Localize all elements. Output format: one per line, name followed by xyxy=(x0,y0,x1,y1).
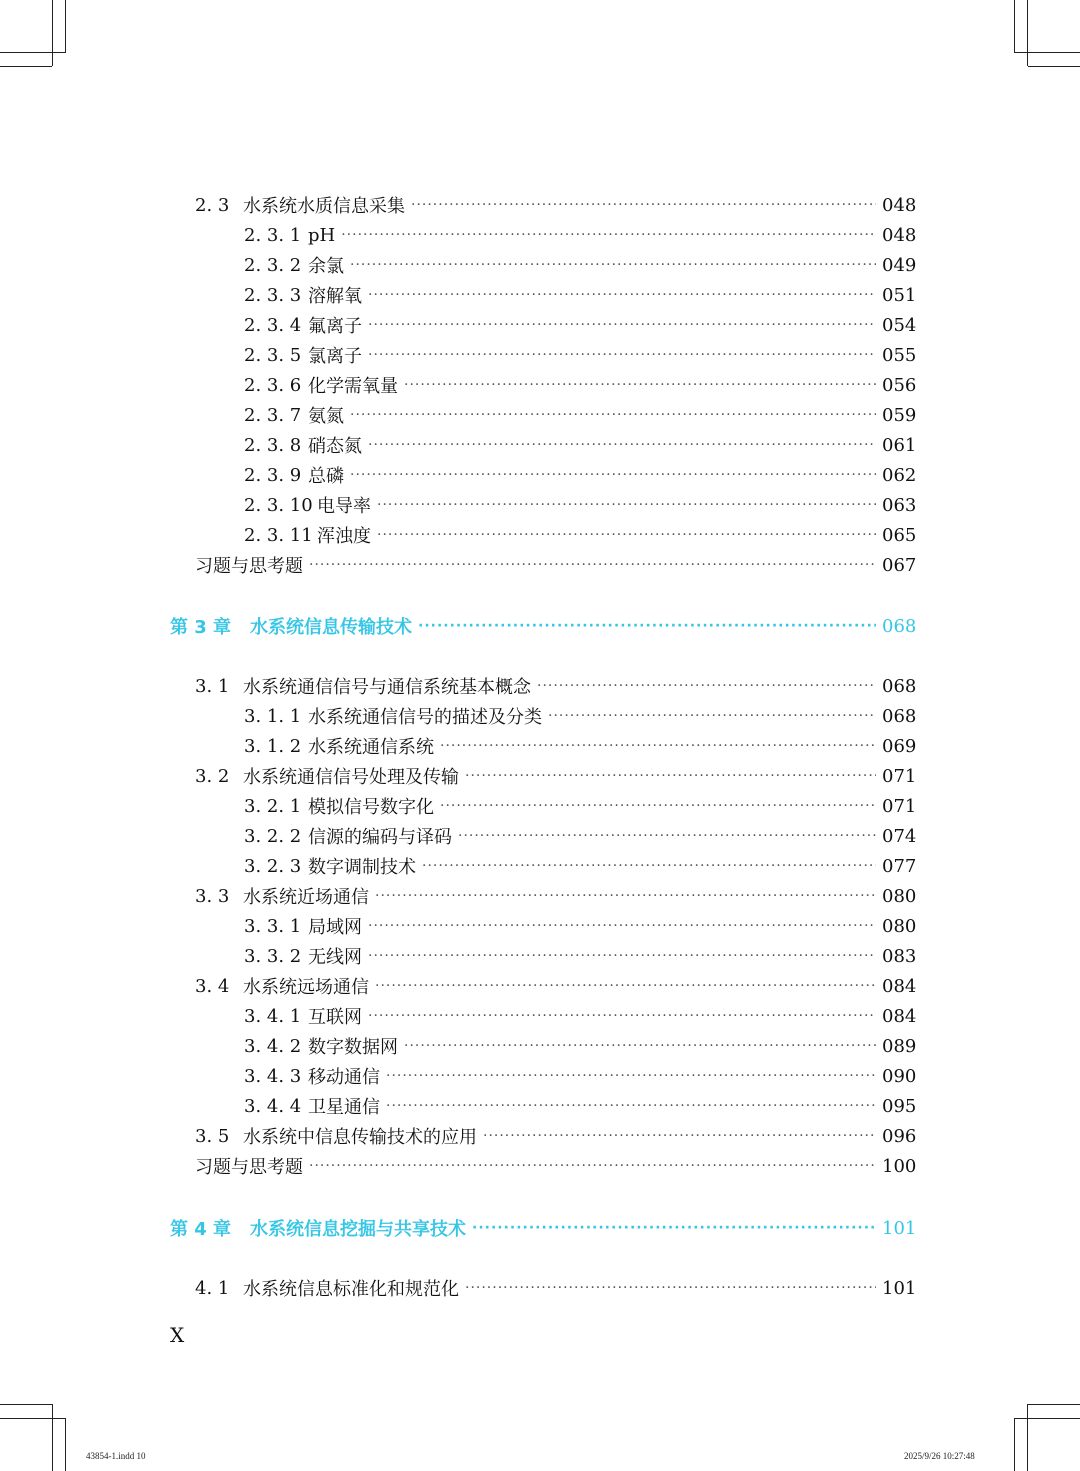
toc-leader-dots xyxy=(440,738,876,754)
toc-leader-dots xyxy=(350,467,876,483)
toc-number: 2. 3 xyxy=(195,194,230,216)
toc-leader-dots xyxy=(368,287,876,303)
toc-subsection-row xyxy=(244,1031,916,1061)
toc-chapter-row xyxy=(170,611,916,641)
toc-title: 水系统远场通信 xyxy=(243,977,369,998)
toc-leader-dots xyxy=(375,978,876,994)
toc-title: 习题与思考题 xyxy=(195,556,303,577)
toc-page-number: 051 xyxy=(882,284,917,306)
toc-page-number: 054 xyxy=(882,314,917,336)
toc-leader-dots xyxy=(483,1128,876,1144)
toc-chapter-row xyxy=(170,1213,916,1243)
toc-section-row xyxy=(195,671,916,701)
toc-page-number: 061 xyxy=(882,434,917,456)
toc-number: 3. 1 xyxy=(195,675,230,697)
toc-leader-dots xyxy=(411,197,876,213)
toc-title: 氟离子 xyxy=(308,316,362,337)
toc-page-number: 090 xyxy=(882,1065,917,1087)
toc-leader-dots xyxy=(386,1098,876,1114)
toc-title: 水系统信息挖掘与共享技术 xyxy=(250,1219,466,1240)
toc-leader-dots xyxy=(548,708,876,724)
toc-title: 水系统信息传输技术 xyxy=(250,617,412,638)
toc-number: 2. 3. 7 xyxy=(244,404,302,426)
toc-title: 硝态氮 xyxy=(308,436,362,457)
toc-title: 水系统信息标准化和规范化 xyxy=(243,1279,459,1300)
toc-leader-dots xyxy=(377,527,876,543)
toc-leader-dots xyxy=(368,347,876,363)
toc-section-row xyxy=(195,1273,916,1303)
toc-page-number: 048 xyxy=(882,224,917,246)
toc-leader-dots xyxy=(350,407,876,423)
toc-section-row xyxy=(195,881,916,911)
toc-subsection-row xyxy=(244,400,916,430)
toc-number: 3. 4. 3 xyxy=(244,1065,302,1087)
toc-leader-dots xyxy=(465,1280,876,1296)
toc-page-number: 071 xyxy=(882,765,917,787)
toc-number: 3. 4. 4 xyxy=(244,1095,302,1117)
toc-page-number: 062 xyxy=(882,464,917,486)
toc-leader-dots xyxy=(368,1008,876,1024)
toc-title: 数字数据网 xyxy=(308,1037,398,1058)
toc-number: 2. 3. 10 xyxy=(244,494,313,516)
toc-leader-dots xyxy=(404,1038,876,1054)
toc-number: 2. 3. 5 xyxy=(244,344,302,366)
toc-page-number: 074 xyxy=(882,825,917,847)
toc-page-number: 056 xyxy=(882,374,917,396)
slug-file-info: 43854-1.indd 10 xyxy=(86,1451,146,1461)
toc-title: 水系统通信信号的描述及分类 xyxy=(308,707,542,728)
toc-page-number: 071 xyxy=(882,795,917,817)
toc-page-number: 101 xyxy=(882,1217,917,1239)
toc-page-number: 065 xyxy=(882,524,917,546)
toc-title: 无线网 xyxy=(308,947,362,968)
toc-page-number: 069 xyxy=(882,735,917,757)
toc-page-number: 059 xyxy=(882,404,917,426)
toc-number: 3. 2. 3 xyxy=(244,855,302,877)
toc-leader-dots xyxy=(368,948,876,964)
toc-page-number: 083 xyxy=(882,945,917,967)
toc-leader-dots xyxy=(375,888,876,904)
slug-date-info: 2025/9/26 10:27:48 xyxy=(904,1451,975,1461)
toc-title: 移动通信 xyxy=(308,1067,380,1088)
toc-subsection-row xyxy=(244,220,916,250)
toc-title: 水系统通信信号处理及传输 xyxy=(243,767,459,788)
toc-title: 氨氮 xyxy=(308,406,344,427)
toc-title: 水系统中信息传输技术的应用 xyxy=(243,1127,477,1148)
toc-page-number: 055 xyxy=(882,344,917,366)
toc-page-number: 080 xyxy=(882,915,917,937)
toc-number: 3. 2. 2 xyxy=(244,825,302,847)
toc-leader-dots xyxy=(404,377,876,393)
toc-page-number: 096 xyxy=(882,1125,917,1147)
toc-title: 余氯 xyxy=(308,256,344,277)
toc-subsection-row xyxy=(244,731,916,761)
toc-number: 2. 3. 6 xyxy=(244,374,302,396)
toc-number: 2. 3. 11 xyxy=(244,524,313,546)
page-folio: X xyxy=(170,1323,185,1347)
toc-subsection-row xyxy=(244,821,916,851)
toc-leader-dots xyxy=(422,858,876,874)
toc-page-number: 048 xyxy=(882,194,917,216)
toc-subsection-row xyxy=(244,941,916,971)
toc-subsection-row xyxy=(244,490,916,520)
toc-title: 信源的编码与译码 xyxy=(308,827,452,848)
toc-leader-dots xyxy=(418,618,876,634)
toc-leader-dots xyxy=(368,317,876,333)
toc-page-number: 100 xyxy=(882,1155,917,1177)
toc-page-number: 068 xyxy=(882,615,917,637)
toc-title: 局域网 xyxy=(308,917,362,938)
toc-section-row xyxy=(195,971,916,1001)
toc-number: 3. 2. 1 xyxy=(244,795,302,817)
toc-subsection-row xyxy=(244,851,916,881)
toc-title: 电导率 xyxy=(317,496,371,517)
toc-subsection-row xyxy=(244,1091,916,1121)
toc-subsection-row xyxy=(244,520,916,550)
toc-subsection-row xyxy=(244,460,916,490)
toc-page-number: 084 xyxy=(882,1005,917,1027)
toc-title: 水系统通信系统 xyxy=(308,737,434,758)
toc-title: 总磷 xyxy=(308,466,344,487)
toc-number: 2. 3. 8 xyxy=(244,434,302,456)
toc-subsection-row xyxy=(244,701,916,731)
toc-page-number: 068 xyxy=(882,705,917,727)
toc-title: 互联网 xyxy=(308,1007,362,1028)
toc-leader-dots xyxy=(440,798,876,814)
toc-leader-dots xyxy=(465,768,876,784)
toc-number: 4. 1 xyxy=(195,1277,230,1299)
toc-number: 2. 3. 3 xyxy=(244,284,302,306)
toc-page-number: 089 xyxy=(882,1035,917,1057)
toc-title: 水系统水质信息采集 xyxy=(243,196,405,217)
toc-title: 习题与思考题 xyxy=(195,1157,303,1178)
toc-leader-dots xyxy=(377,497,876,513)
toc-page-number: 080 xyxy=(882,885,917,907)
toc-leader-dots xyxy=(309,557,876,573)
toc-subsection-row xyxy=(244,340,916,370)
toc-leader-dots xyxy=(368,918,876,934)
toc-subsection-row xyxy=(244,911,916,941)
toc-leader-dots xyxy=(309,1158,876,1174)
toc-number: 第 3 章 xyxy=(170,617,232,638)
toc-section-row xyxy=(195,761,916,791)
toc-title: pH xyxy=(308,224,336,246)
toc-section-row xyxy=(195,190,916,220)
toc-number: 3. 3. 2 xyxy=(244,945,302,967)
toc-leader-dots xyxy=(368,437,876,453)
toc-page-number: 068 xyxy=(882,675,917,697)
toc-section-row xyxy=(195,550,916,580)
toc-subsection-row xyxy=(244,1001,916,1031)
toc-leader-dots xyxy=(350,257,876,273)
toc-number: 第 4 章 xyxy=(170,1219,232,1240)
toc-title: 卫星通信 xyxy=(308,1097,380,1118)
toc-number: 3. 4. 2 xyxy=(244,1035,302,1057)
toc-title: 浑浊度 xyxy=(317,526,371,547)
toc-number: 2. 3. 9 xyxy=(244,464,302,486)
toc-number: 3. 3 xyxy=(195,885,230,907)
toc-number: 3. 3. 1 xyxy=(244,915,302,937)
toc-number: 3. 4 xyxy=(195,975,230,997)
toc-number: 3. 1. 2 xyxy=(244,735,302,757)
toc-leader-dots xyxy=(341,227,876,243)
toc-page-number: 084 xyxy=(882,975,917,997)
toc-subsection-row xyxy=(244,430,916,460)
toc-title: 数字调制技术 xyxy=(308,857,416,878)
toc-title: 化学需氧量 xyxy=(308,376,398,397)
toc-number: 2. 3. 2 xyxy=(244,254,302,276)
toc-subsection-row xyxy=(244,280,916,310)
toc-title: 水系统近场通信 xyxy=(243,887,369,908)
toc-section-row xyxy=(195,1121,916,1151)
toc-leader-dots xyxy=(458,828,876,844)
toc-number: 3. 5 xyxy=(195,1125,230,1147)
toc-section-row xyxy=(195,1151,916,1181)
toc-number: 2. 3. 4 xyxy=(244,314,302,336)
toc-title: 溶解氧 xyxy=(308,286,362,307)
toc-page-number: 101 xyxy=(882,1277,917,1299)
toc-subsection-row xyxy=(244,791,916,821)
toc-subsection-row xyxy=(244,370,916,400)
toc-number: 3. 2 xyxy=(195,765,230,787)
toc-subsection-row xyxy=(244,310,916,340)
toc-page-number: 063 xyxy=(882,494,917,516)
toc-subsection-row xyxy=(244,1061,916,1091)
toc-title: 模拟信号数字化 xyxy=(308,797,434,818)
toc-title: 氯离子 xyxy=(308,346,362,367)
toc-number: 3. 1. 1 xyxy=(244,705,302,727)
toc-title: 水系统通信信号与通信系统基本概念 xyxy=(243,677,531,698)
toc-page-number: 067 xyxy=(882,554,917,576)
toc-number: 2. 3. 1 xyxy=(244,224,302,246)
toc-leader-dots xyxy=(472,1220,876,1236)
toc-page-number: 077 xyxy=(882,855,917,877)
toc-number: 3. 4. 1 xyxy=(244,1005,302,1027)
toc-leader-dots xyxy=(537,678,876,694)
toc-subsection-row xyxy=(244,250,916,280)
toc-page-number: 095 xyxy=(882,1095,917,1117)
toc-page-number: 049 xyxy=(882,254,917,276)
toc-leader-dots xyxy=(386,1068,876,1084)
